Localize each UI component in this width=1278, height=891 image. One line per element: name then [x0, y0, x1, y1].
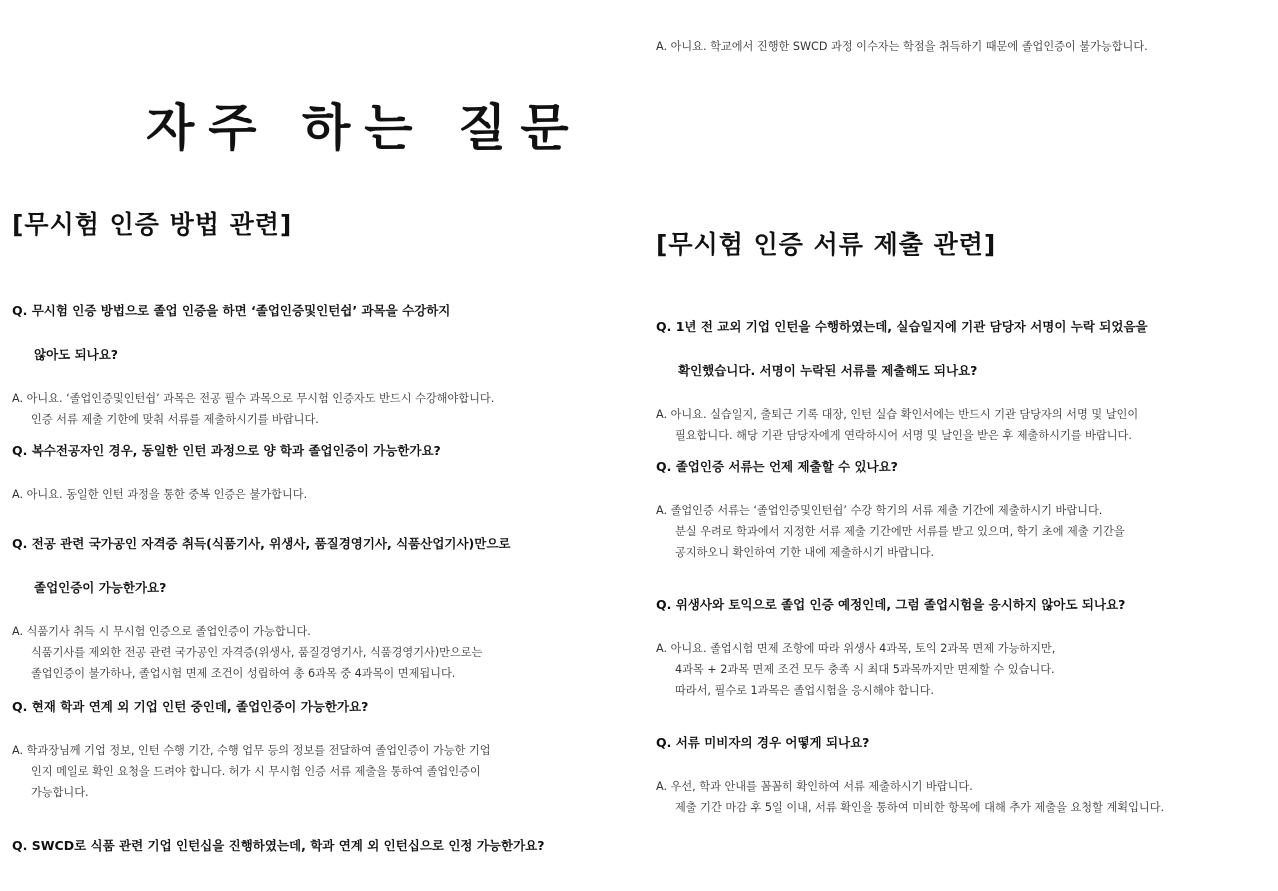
faq-item [12, 813, 622, 879]
faq-question: Q. 위생사와 토익으로 졸업 인증 예정인데, 그럼 졸업시험을 응시하지 않아도 되나요? [656, 597, 1126, 612]
faq-answer: A. 아니요. 실습일지, 출퇴근 기록 대장, 인턴 실습 확인서에는 반드시 기관 담당자의 서명 및 날인이 필요합니다. 해당 기관 담당자에게 연락하시어 서명 및 날인을 받은 후 제출하시기를 바랍니다. [656, 408, 1139, 442]
faq-item [656, 294, 1266, 446]
faq-question: Q. SWCD로 식품 관련 기업 인턴십을 진행하였는데, 학과 연계 외 인턴십으로 인정 가능한가요? [12, 838, 545, 853]
faq-item [656, 710, 1266, 818]
faq-answer: A. 아니요. 동일한 인턴 과정을 통한 중복 인증은 불가합니다. [12, 488, 308, 501]
faq-question: Q. 1년 전 교외 기업 인턴을 수행하였는데, 실습일지에 기관 담당자 서명이 누락 되었음을 확인했습니다. 서명이 누락된 서류를 제출해도 되나요? [656, 319, 1148, 378]
faq-item [12, 511, 622, 684]
faq-answer: A. 학과장님께 기업 정보, 인턴 수행 기간, 수행 업무 등의 정보를 전달하여 졸업인증이 가능한 기업 인지 메일로 확인 요청을 드려야 합니다. 허가 시 무시험 인증 서류 제출을 통하여 졸업인증이 가능합니다. [12, 744, 491, 799]
faq-answer: A. 식품기사 취득 시 무시험 인증으로 졸업인증이 가능합니다. 식품기사를 제외한 전공 관련 국가공인 자격증(위생사, 품질경영기사, 식품경영기사)만으로는 졸업인증이 불가하나, 졸업시험 면제 조건이 성립하여 총 6과목 중 4과목이 면제됩니다. [12, 625, 483, 680]
faq-answer: A. 우선, 학과 안내를 꼼꼼히 확인하여 서류 제출하시기 바랍니다. 제출 기간 마감 후 5일 이내, 서류 확인을 통하여 미비한 항목에 대해 추가 제출을 요청할 계획입니다. [656, 780, 1165, 814]
section-title-method: [무시험 인증 방법 관련] [12, 210, 293, 239]
page-title: 자주 하는 질문 [146, 99, 583, 157]
faq-item [12, 674, 622, 803]
faq-question: Q. 전공 관련 국가공인 자격증 취득(식품기사, 위생사, 품질경영기사, 식품산업기사)만으로 졸업인증이 가능한가요? [12, 536, 511, 595]
faq-item [656, 434, 1266, 563]
faq-item [12, 278, 622, 430]
faq-item [656, 572, 1266, 701]
faq-answer: A. 졸업인증 서류는 ‘졸업인증및인턴쉽’ 수강 학기의 서류 제출 기간에 제출하시기 바랍니다. 분실 우려로 학과에서 지정한 서류 제출 기간에만 서류를 받고 있으며, 학기 초에 제출 기간을 공지하오니 확인하여 기한 내에 제출하시기 바랍니다. [656, 504, 1125, 559]
faq-item [12, 418, 622, 505]
faq-answer: A. 아니요. ‘졸업인증및인턴쉽’ 과목은 전공 필수 과목으로 무시험 인증자도 반드시 수강해야합니다. 인증 서류 제출 기한에 맞춰 서류를 제출하시기를 바랍니다. [12, 392, 495, 426]
faq-question: Q. 무시험 인증 방법으로 졸업 인증을 하면 ‘졸업인증및인턴쉽’ 과목을 수강하지 않아도 되나요? [12, 303, 451, 362]
faq-question: Q. 복수전공자인 경우, 동일한 인턴 과정으로 양 학과 졸업인증이 가능한가요? [12, 443, 441, 458]
faq-answer: A. 아니요. 졸업시험 면제 조항에 따라 위생사 4과목, 토익 2과목 면제 가능하지만, 4과목 + 2과목 면제 조건 모두 충족 시 최대 5과목까지만 면제할 수 있습니다. 따라서, 필수로 1과목은 졸업시험을 응시해야 합니다. [656, 642, 1056, 697]
faq-answer-continued: A. 아니요. 학교에서 진행한 SWCD 과정 이수자는 학점을 취득하기 때문에 졸업인증이 불가능합니다. [656, 40, 1148, 53]
faq-question: Q. 졸업인증 서류는 언제 제출할 수 있나요? [656, 459, 898, 474]
section-title-documents: [무시험 인증 서류 제출 관련] [656, 230, 997, 259]
faq-question: Q. 서류 미비자의 경우 어떻게 되나요? [656, 735, 870, 750]
faq-question: Q. 현재 학과 연계 외 기업 인턴 중인데, 졸업인증이 가능한가요? [12, 699, 369, 714]
